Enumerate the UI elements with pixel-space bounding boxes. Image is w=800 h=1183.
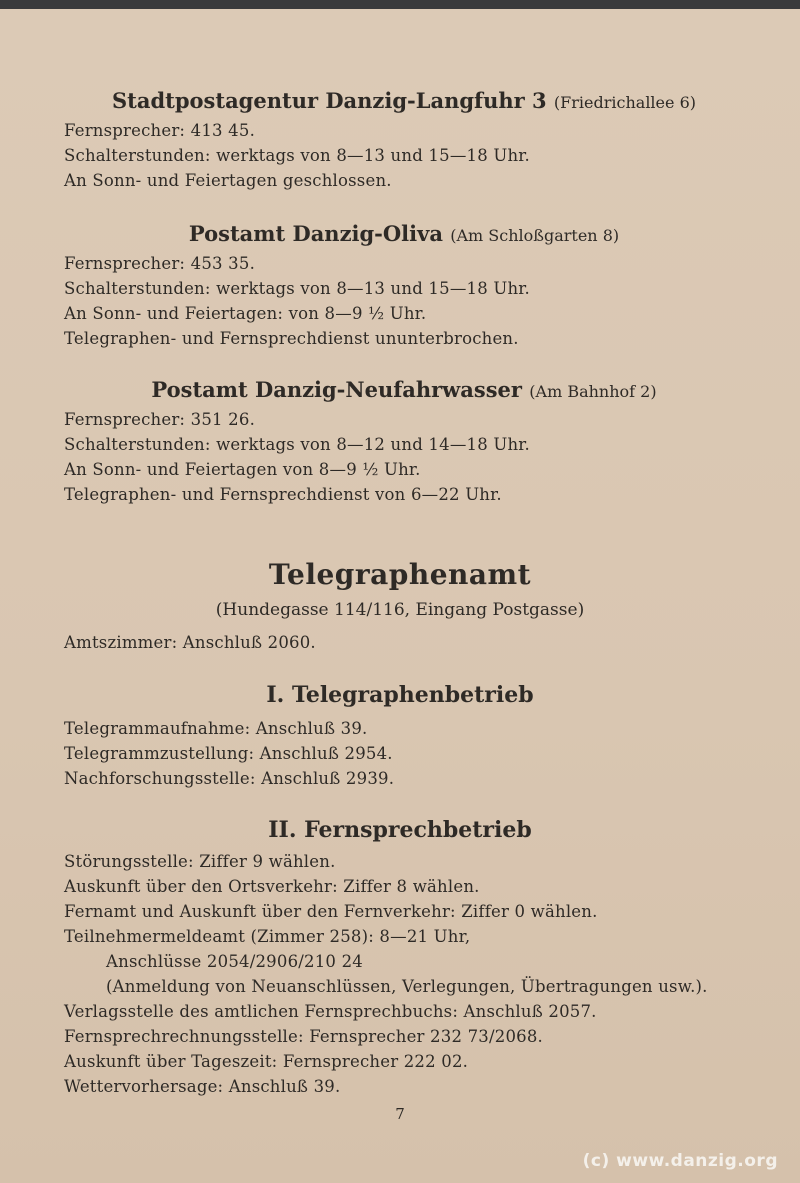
watermark: (c) www.danzig.org <box>582 1151 778 1171</box>
text-line: An Sonn- und Feiertagen von 8—9 ½ Uhr. <box>64 460 421 479</box>
text-line: Telegrammaufnahme: Anschluß 39. <box>64 719 368 738</box>
text-line: Fernsprecher: 351 26. <box>64 410 256 429</box>
text-line: Fernsprecher: 453 35. <box>64 254 256 273</box>
section-langfuhr <box>64 86 744 193</box>
section-heading <box>64 86 744 118</box>
section-telegraph-lines <box>64 716 744 791</box>
text-line: Verlagsstelle des amtlichen Fernsprechbuchs: Anschluß 2057. <box>64 1002 597 1021</box>
text-line: Telegraphen- und Fernsprechdienst von 6—22 Uhr. <box>64 485 502 504</box>
text-line: Anschlüsse 2054/2906/210 24 <box>106 952 363 971</box>
text-line: Amtszimmer: Anschluß 2060. <box>64 633 316 652</box>
text-line: Teilnehmermeldeamt (Zimmer 258): 8—21 Uhr, <box>64 927 471 946</box>
heading-address: (Am Bahnhof 2) <box>529 382 657 401</box>
text-line: Störungsstelle: Ziffer 9 wählen. <box>64 852 336 871</box>
heading-title: Stadtpostagentur Danzig-Langfuhr 3 <box>112 88 547 113</box>
text-line: Schalterstunden: werktags von 8—13 und 15—18 Uhr. <box>64 279 531 298</box>
heading-address: (Friedrichallee 6) <box>553 93 696 112</box>
text-line: Telegraphen- und Fernsprechdienst ununterbrochen. <box>64 329 519 348</box>
section-title-telegraph: I. Telegraphenbetrieb <box>266 682 534 708</box>
text-line: Schalterstunden: werktags von 8—13 und 15—18 Uhr. <box>64 146 531 165</box>
text-line: Fernsprechrechnungsstelle: Fernsprecher 232 73/2068. <box>64 1027 543 1046</box>
section-title-telephone: II. Fernsprechbetrieb <box>268 817 532 843</box>
section-oliva <box>64 219 744 351</box>
text-line: An Sonn- und Feiertagen: von 8—9 ½ Uhr. <box>64 304 427 323</box>
telegraph-office-address: (Hundegasse 114/116, Eingang Postgasse) <box>215 600 585 620</box>
top-border <box>0 0 800 9</box>
section-heading <box>64 375 744 407</box>
page-number: 7 <box>395 1105 405 1123</box>
text-line: An Sonn- und Feiertagen geschlossen. <box>64 171 392 190</box>
section-heading <box>64 219 744 251</box>
text-line: Fernamt und Auskunft über den Fernverkehr: Ziffer 0 wählen. <box>64 902 598 921</box>
heading-address: (Am Schloßgarten 8) <box>450 226 620 245</box>
office-info <box>64 630 744 655</box>
text-line: (Anmeldung von Neuanschlüssen, Verlegungen, Übertragungen usw.). <box>106 977 708 996</box>
section-telephone-lines <box>64 849 744 1099</box>
text-line: Auskunft über Tageszeit: Fernsprecher 222 02. <box>64 1052 469 1071</box>
heading-title: Postamt Danzig-Neufahrwasser <box>151 377 522 402</box>
text-line: Schalterstunden: werktags von 8—12 und 14—18 Uhr. <box>64 435 531 454</box>
text-line: Wettervorhersage: Anschluß 39. <box>64 1077 341 1096</box>
text-line: Auskunft über den Ortsverkehr: Ziffer 8 wählen. <box>64 877 480 896</box>
telegraph-office-title: Telegraphenamt <box>268 558 532 591</box>
heading-title: Postamt Danzig-Oliva <box>188 221 443 246</box>
text-line: Telegrammzustellung: Anschluß 2954. <box>64 744 393 763</box>
text-line: Nachforschungsstelle: Anschluß 2939. <box>64 769 395 788</box>
text-line: Fernsprecher: 413 45. <box>64 121 256 140</box>
section-neufahrwasser <box>64 375 744 507</box>
